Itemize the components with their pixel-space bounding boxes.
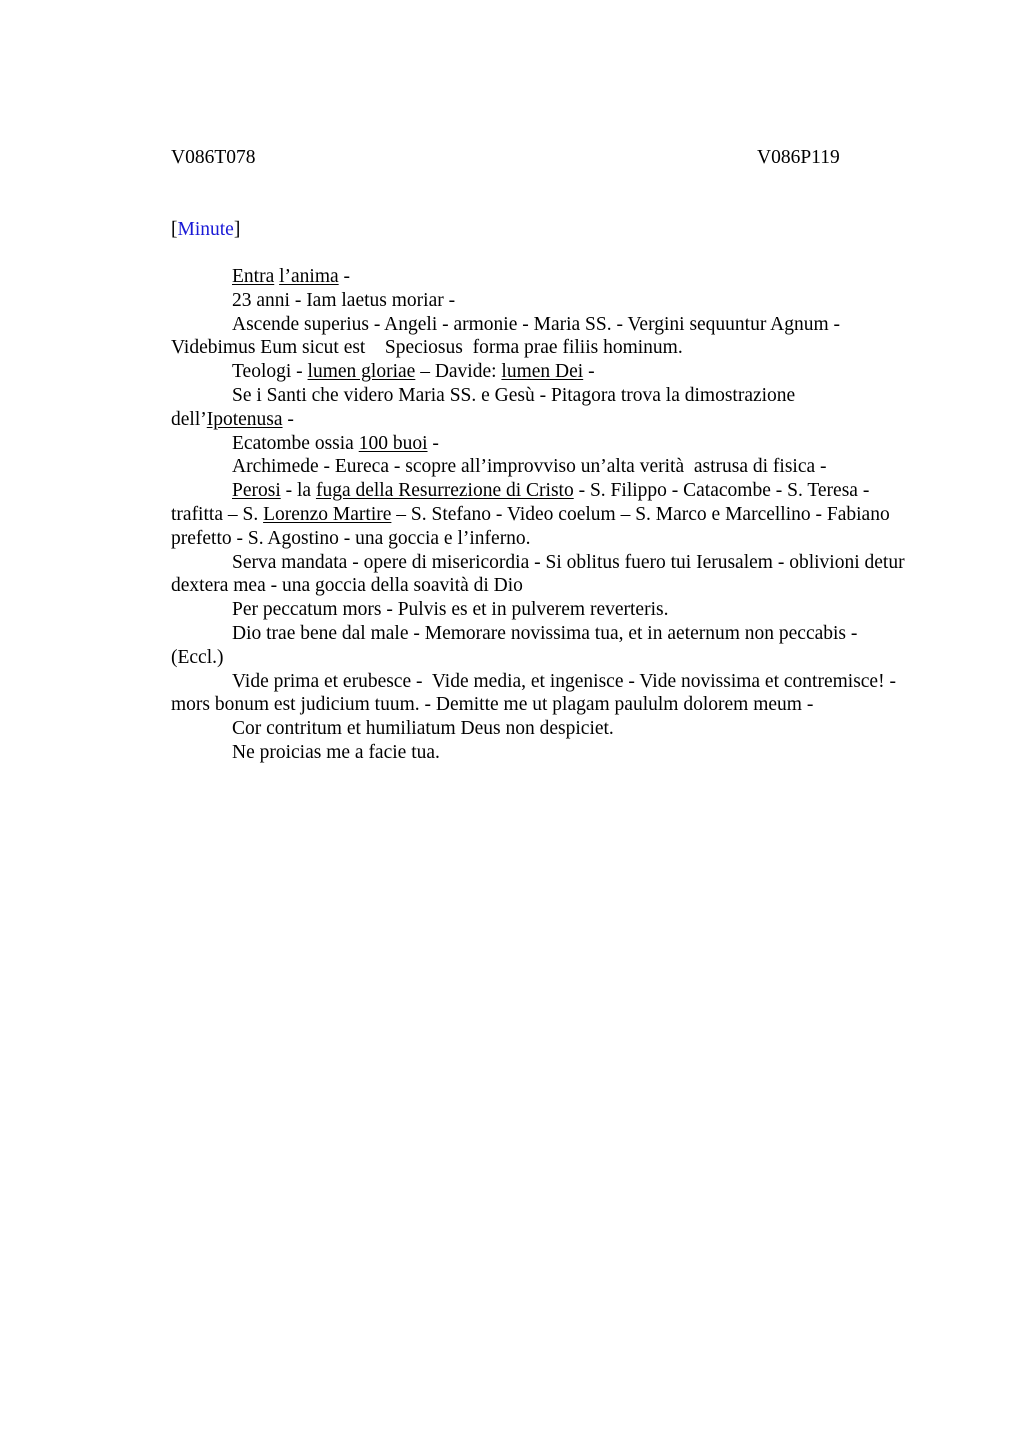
paragraph xyxy=(171,360,911,384)
text-run: Cor contritum et humiliatum Deus non despiciet. xyxy=(232,718,614,740)
paragraph xyxy=(171,479,911,550)
text-run: 23 anni - Iam laetus moriar - xyxy=(232,289,456,311)
paragraph xyxy=(171,670,911,718)
underlined-text: Perosi xyxy=(232,480,281,502)
underlined-text: lumen Dei xyxy=(501,361,584,383)
paragraph xyxy=(171,432,911,456)
paragraph xyxy=(171,289,911,313)
document-body xyxy=(171,265,911,765)
section-heading xyxy=(171,218,240,242)
paragraph xyxy=(171,384,911,432)
text-run: Ascende superius - Angeli - armonie - Maria SS. - Vergini sequuntur Agnum - Videbimus Eum sicut est Speciosus forma prae filiis hominum. xyxy=(171,313,845,359)
bracket-close: ] xyxy=(233,219,241,240)
text-run: Dio trae bene dal male - Memorare novissima tua, et in aeternum non peccabis - (Eccl.) xyxy=(171,622,863,668)
minute-link[interactable]: Minute xyxy=(177,219,234,240)
underlined-text: fuga della Resurrezione di Cristo xyxy=(315,480,574,502)
text-run: - xyxy=(338,266,351,287)
underlined-text: 100 buoi xyxy=(358,432,428,454)
paragraph xyxy=(171,455,911,479)
text-run: - xyxy=(583,361,595,383)
bracket-open: [ xyxy=(171,219,178,240)
paragraph xyxy=(171,551,911,599)
paragraph xyxy=(171,265,911,289)
underlined-text: Entra xyxy=(232,266,275,287)
text-run: - S. Filippo - Catacombe - S. Teresa - trafitta – S. xyxy=(171,480,875,525)
text-run: Se i Santi che videro Maria SS. e Gesù - Pitagora trova la dimostrazione dell’ xyxy=(171,384,801,430)
document-code-right: V086P119 xyxy=(757,147,840,168)
paragraph xyxy=(171,598,911,622)
text-run: Serva mandata - opere di misericordia - Si oblitus fuero tui Ierusalem - oblivioni detur dextera mea - una goccia della soavità di Dio xyxy=(171,551,910,597)
text-run: Ecatombe ossia xyxy=(232,432,359,454)
text-run: Ne proicias me a facie tua. xyxy=(232,741,440,763)
underlined-text: lumen gloriae xyxy=(307,361,416,383)
document-code-left: V086T078 xyxy=(171,147,256,168)
paragraph xyxy=(171,622,911,670)
text-run: Vide prima et erubesce - Vide media, et ingenisce - Vide novissima et contremisce! - mors bonum est judicium tuum. - Demitte me ut plagam paululm dolorem meum - xyxy=(171,670,901,716)
text-run: Teologi - xyxy=(232,361,308,383)
text-run: – S. Stefano - Video coelum – S. Marco e Marcellino - Fabiano prefetto - S. Agostino - una goccia e l’inferno. xyxy=(171,503,895,549)
underlined-text: l’anima xyxy=(279,266,339,287)
text-run: Archimede - Eureca - scopre all’improvviso un’alta verità astrusa di fisica - xyxy=(232,456,827,478)
paragraph xyxy=(171,741,911,765)
text-run: - xyxy=(282,408,294,430)
text-run: Per peccatum mors - Pulvis es et in pulverem reverteris. xyxy=(232,599,669,621)
paragraph xyxy=(171,717,911,741)
underlined-text: Ipotenusa xyxy=(206,408,283,430)
paragraph xyxy=(171,313,911,361)
text-run: – Davide: xyxy=(415,361,502,383)
text-run: - xyxy=(427,432,439,454)
text-run: - la xyxy=(280,480,316,502)
underlined-text: Lorenzo Martire xyxy=(263,503,392,525)
